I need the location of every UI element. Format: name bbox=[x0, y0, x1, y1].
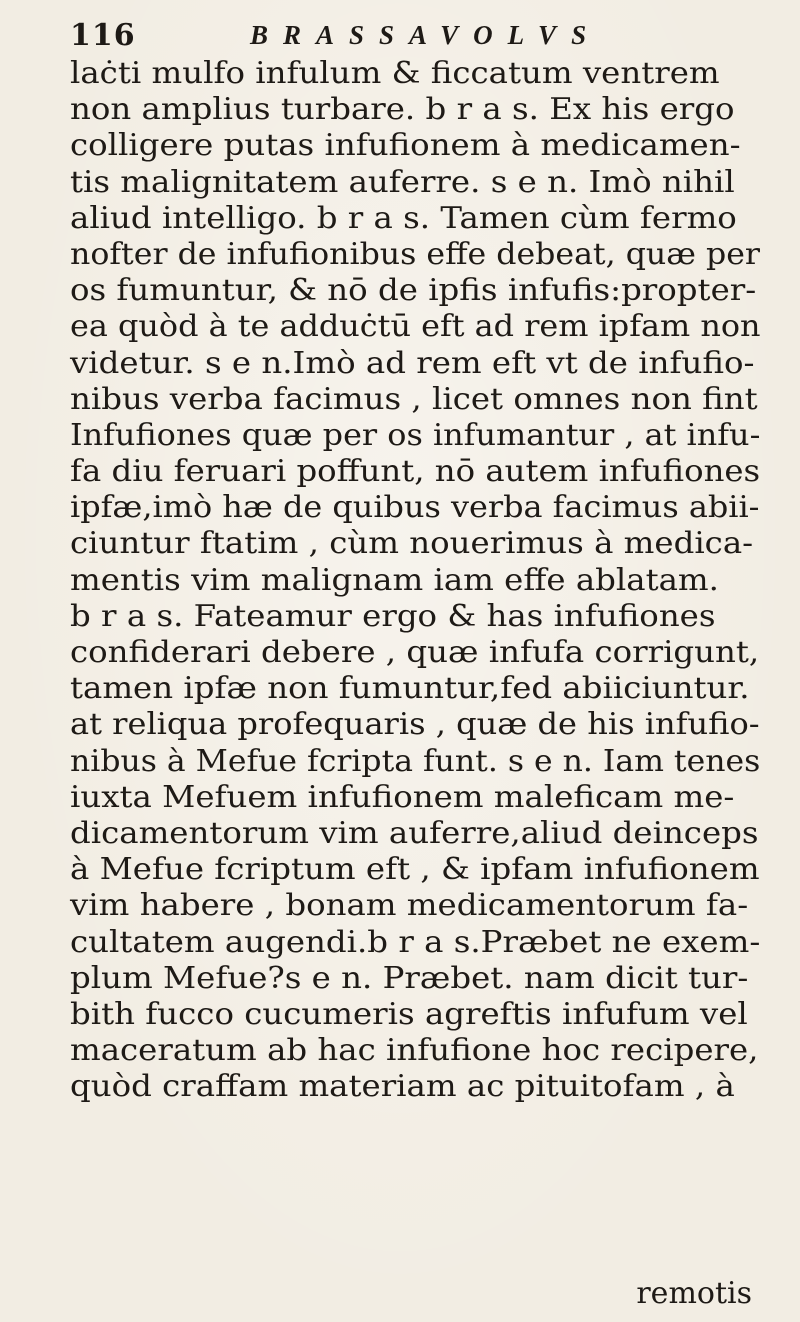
text-line: laċti mulfo infulum & ficcatum ventrem bbox=[70, 56, 720, 91]
text-line: mentis vim malignam iam effe ablatam. bbox=[70, 562, 719, 598]
text-line: maceratum ab hac infufione hoc recipere, bbox=[70, 1033, 759, 1069]
page-number: 116 bbox=[70, 18, 136, 53]
text-line: tis malignitatem auferre. s e n. Imò nihil bbox=[70, 164, 735, 200]
catchword: remotis bbox=[636, 1276, 752, 1311]
text-line: nibus à Mefue fcripta funt. s e n. Iam tenes bbox=[70, 743, 761, 779]
text-line: confiderari debere , quæ infufa corrigunt, bbox=[70, 635, 760, 670]
text-line: videtur. s e n.Imò ad rem eft vt de infufio- bbox=[70, 345, 755, 381]
text-line: at reliqua profequaris , quæ de his infufio- bbox=[70, 707, 760, 743]
text-line: iuxta Mefuem infufionem maleficam me- bbox=[70, 779, 735, 815]
text-line: quòd craffam materiam ac pituitofam , à bbox=[70, 1069, 735, 1105]
running-head: BRASSAVOLVS bbox=[250, 20, 602, 50]
text-line: nibus verba facimus , licet omnes non fint bbox=[70, 381, 758, 417]
text-line: fa diu feruari poffunt, nō autem infufiones bbox=[70, 454, 761, 490]
text-line: cultatem augendi.b r a s.Præbet ne exem- bbox=[70, 924, 761, 960]
text-line: ea quòd à te adduċtū eft ad rem ipfam non bbox=[70, 309, 761, 345]
text-line: tamen ipfæ non fumuntur,fed abiiciuntur. bbox=[70, 671, 750, 707]
text-line: plum Mefue?s e n. Præbet. nam dicit tur- bbox=[70, 960, 749, 996]
page-header bbox=[70, 16, 760, 60]
text-line: dicamentorum vim auferre,aliud deinceps bbox=[70, 815, 759, 851]
text-line: non amplius turbare. b r a s. Ex his ergo bbox=[70, 92, 735, 128]
text-line: ciuntur ftatim , cùm nouerimus à medica- bbox=[70, 526, 754, 562]
text-line: ipfæ,imò hæ de quibus verba facimus abii- bbox=[70, 490, 760, 526]
text-line: vim habere , bonam medicamentorum fa- bbox=[70, 888, 749, 924]
text-line: nofter de infufionibus effe debeat, quæ per bbox=[70, 236, 761, 272]
text-line: os fumuntur, & nō de ipfis infufis:propter- bbox=[70, 273, 757, 309]
text-line: b r a s. Fateamur ergo & has infufiones bbox=[70, 598, 716, 634]
text-line: aliud intelligo. b r a s. Tamen cùm fermo bbox=[70, 200, 737, 236]
text-line: Infufiones quæ per os infumantur , at infu- bbox=[70, 417, 761, 453]
text-line: bith fucco cucumeris agreftis infufum vel bbox=[70, 996, 748, 1032]
text-line: colligere putas infufionem à medicamen- bbox=[70, 128, 741, 164]
body-text bbox=[70, 56, 770, 1105]
text-line: à Mefue fcriptum eft , & ipfam infufionem bbox=[70, 852, 760, 888]
